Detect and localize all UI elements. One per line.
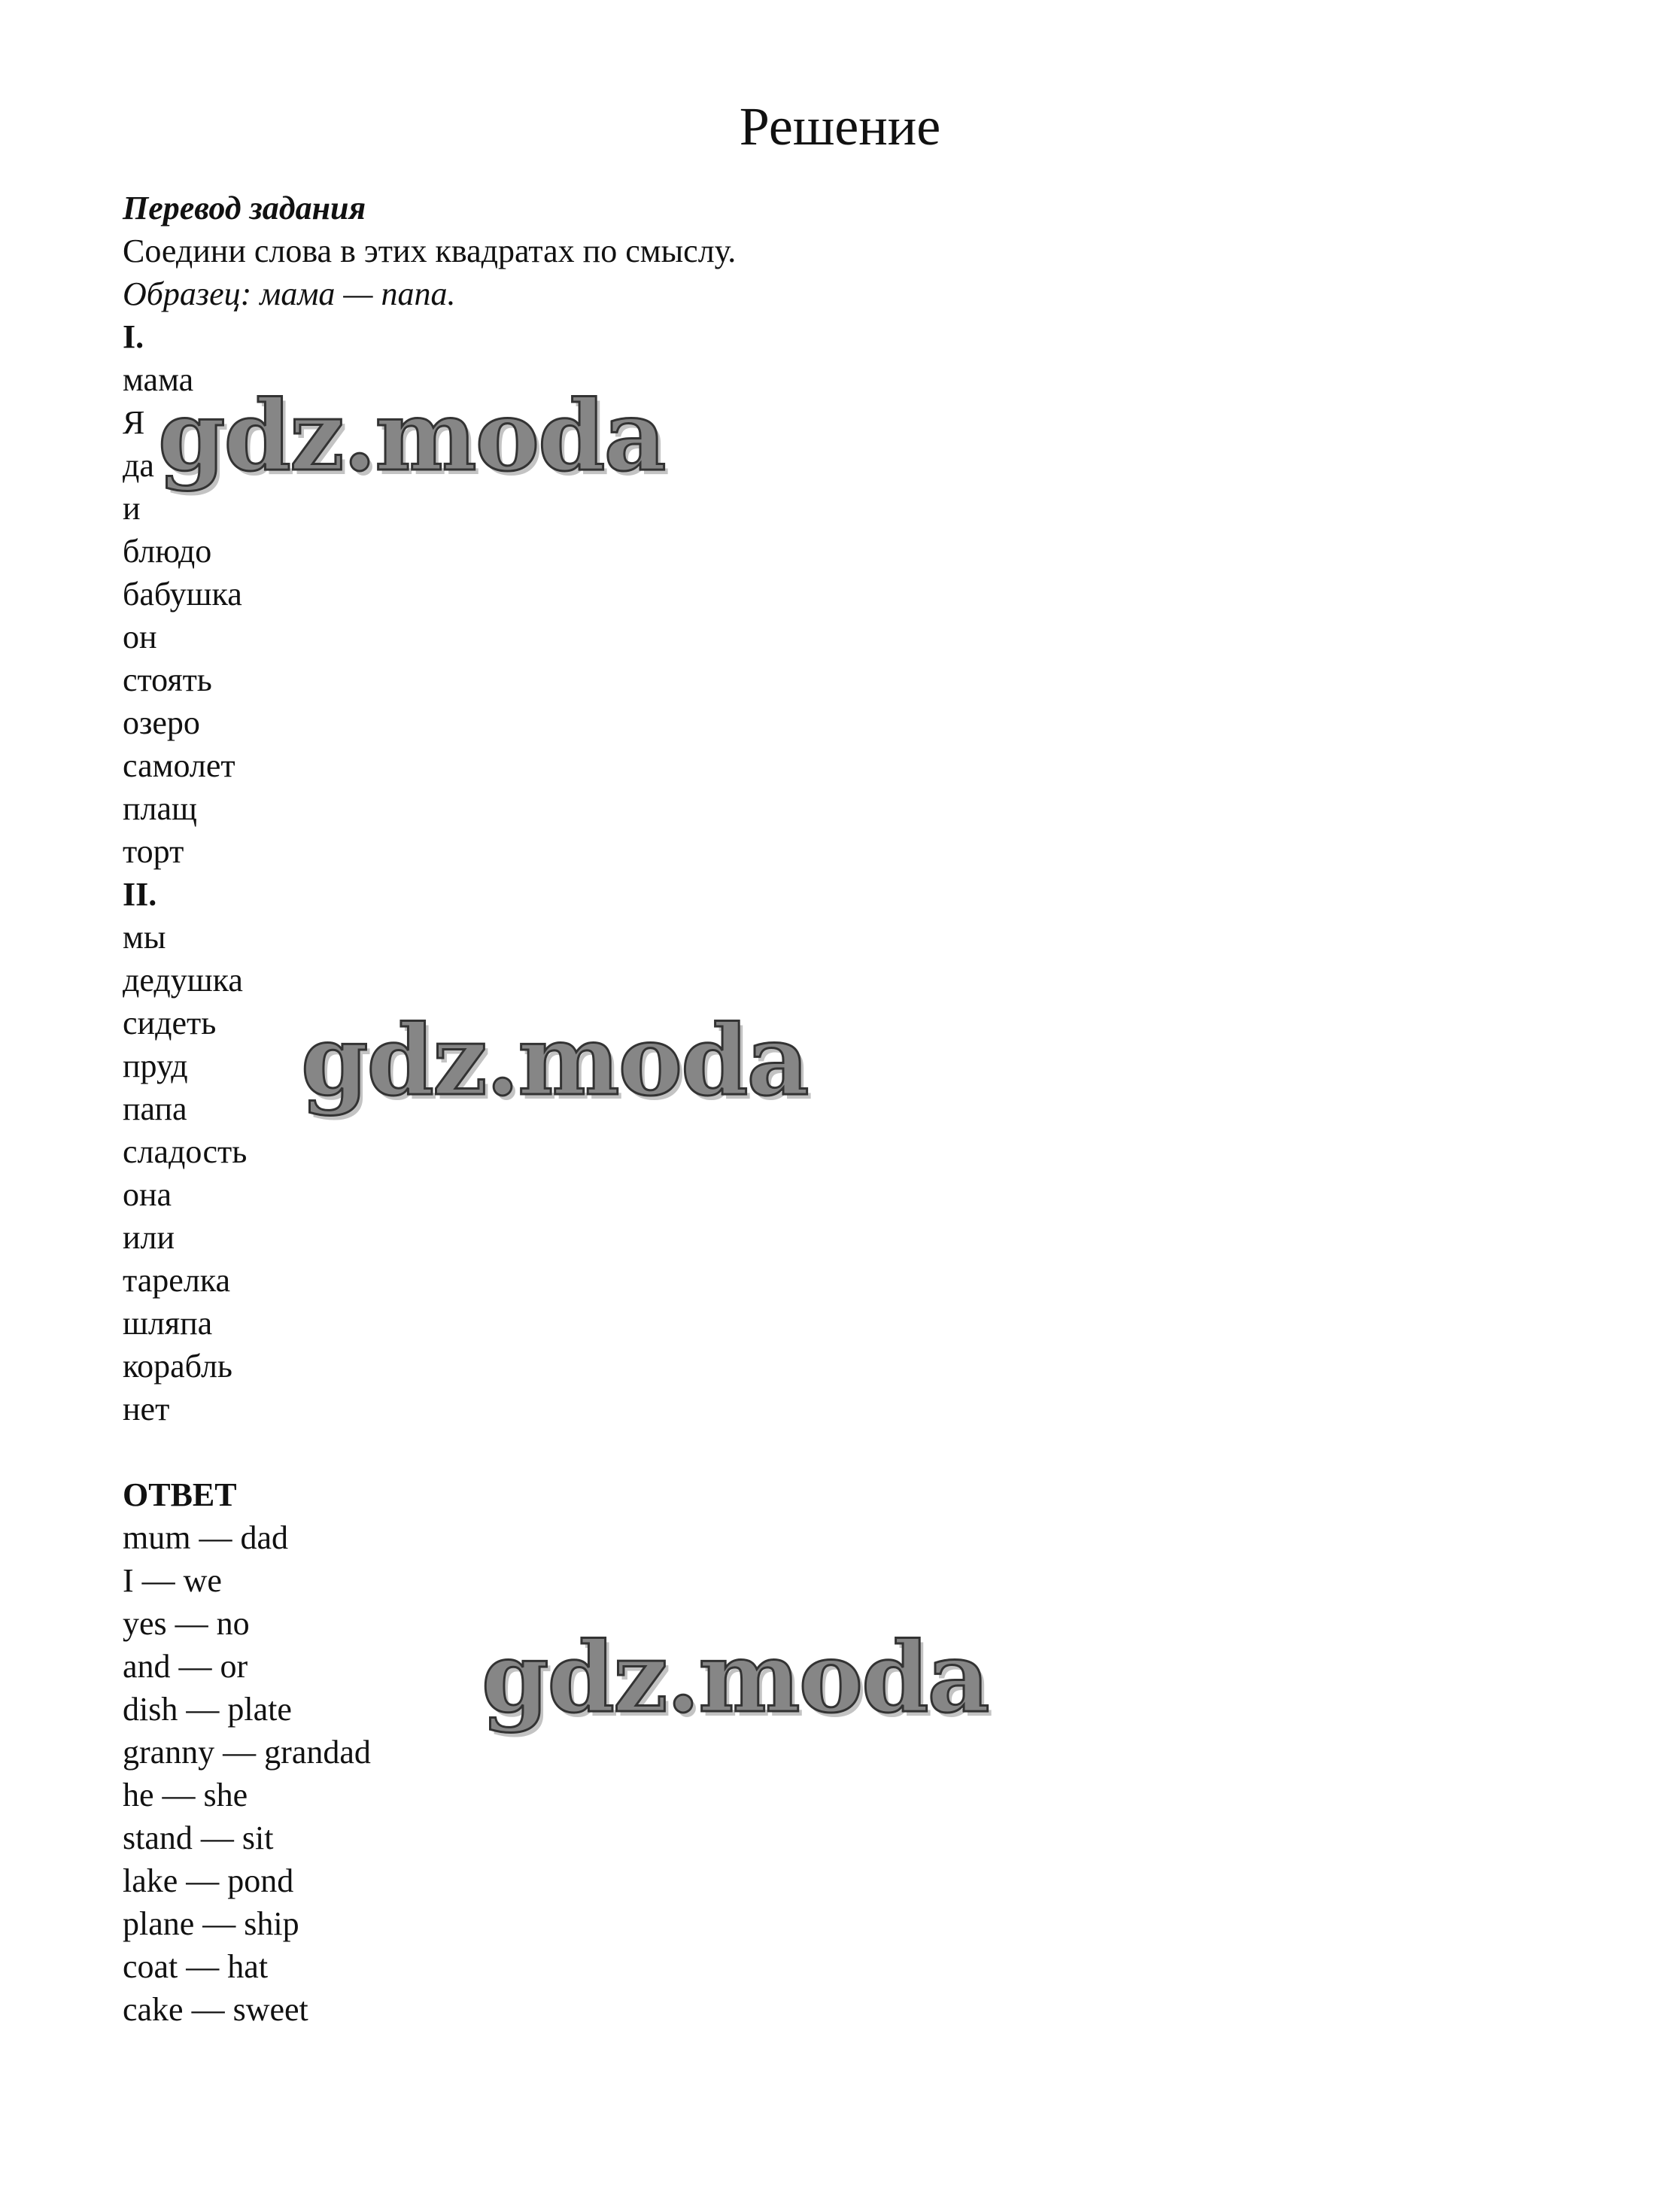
answer-pair: he — she	[123, 1777, 248, 1813]
list-item: тарелка	[123, 1262, 231, 1299]
watermark: gdz.moda	[301, 1005, 808, 1117]
list-item: торт	[123, 833, 184, 870]
list-item: бабушка	[123, 576, 242, 613]
list-item: шляпа	[123, 1305, 213, 1342]
watermark: gdz.moda	[158, 380, 665, 493]
list-item: или	[123, 1219, 175, 1256]
answer-pair: I — we	[123, 1562, 222, 1599]
list-item: он	[123, 619, 157, 655]
answer-pair: plane — ship	[123, 1905, 299, 1942]
list-item: Я	[123, 404, 145, 441]
list-item: плащ	[123, 790, 197, 827]
answer-pair-list	[123, 1516, 736, 2031]
list-item: сладость	[123, 1133, 248, 1170]
list-item: да	[123, 447, 154, 484]
list-item: нет	[123, 1391, 170, 1427]
section-2-label: II.	[123, 876, 157, 913]
list-item: и	[123, 490, 141, 527]
task-text: Соедини слова в этих квадратах по смыслу.	[123, 233, 737, 269]
answer-heading: ОТВЕТ	[123, 1476, 237, 1513]
answer-pair: stand — sit	[123, 1819, 274, 1856]
answer-pair: dish — plate	[123, 1691, 292, 1728]
list-item: блюдо	[123, 533, 212, 570]
answer-pair: and — or	[123, 1648, 248, 1685]
answer-pair: yes — no	[123, 1605, 250, 1642]
translation-heading: Перевод задания	[123, 190, 366, 226]
list-item: пруд	[123, 1047, 188, 1084]
watermark: gdz.moda	[482, 1622, 989, 1734]
section-1-label: I.	[123, 318, 144, 355]
list-item: дедушка	[123, 962, 243, 999]
example-text: Образец: мама — папа.	[123, 275, 456, 312]
list-item: папа	[123, 1090, 187, 1127]
list-item: мама	[123, 361, 194, 398]
answer-pair: coat — hat	[123, 1948, 269, 1985]
page-title: Решение	[739, 96, 941, 157]
answer-pair: cake — sweet	[123, 1991, 308, 2028]
list-item: самолет	[123, 747, 235, 784]
section-2-word-list	[123, 916, 736, 1430]
list-item: озеро	[123, 704, 200, 741]
list-item: корабль	[123, 1348, 232, 1385]
section-spacer	[123, 1430, 736, 1473]
answer-pair: mum — dad	[123, 1519, 288, 1556]
list-item: мы	[123, 919, 166, 956]
answer-pair: lake — pond	[123, 1862, 294, 1899]
list-item: стоять	[123, 661, 212, 698]
list-item: она	[123, 1176, 172, 1213]
answer-pair: granny — grandad	[123, 1734, 371, 1771]
list-item: сидеть	[123, 1005, 217, 1041]
